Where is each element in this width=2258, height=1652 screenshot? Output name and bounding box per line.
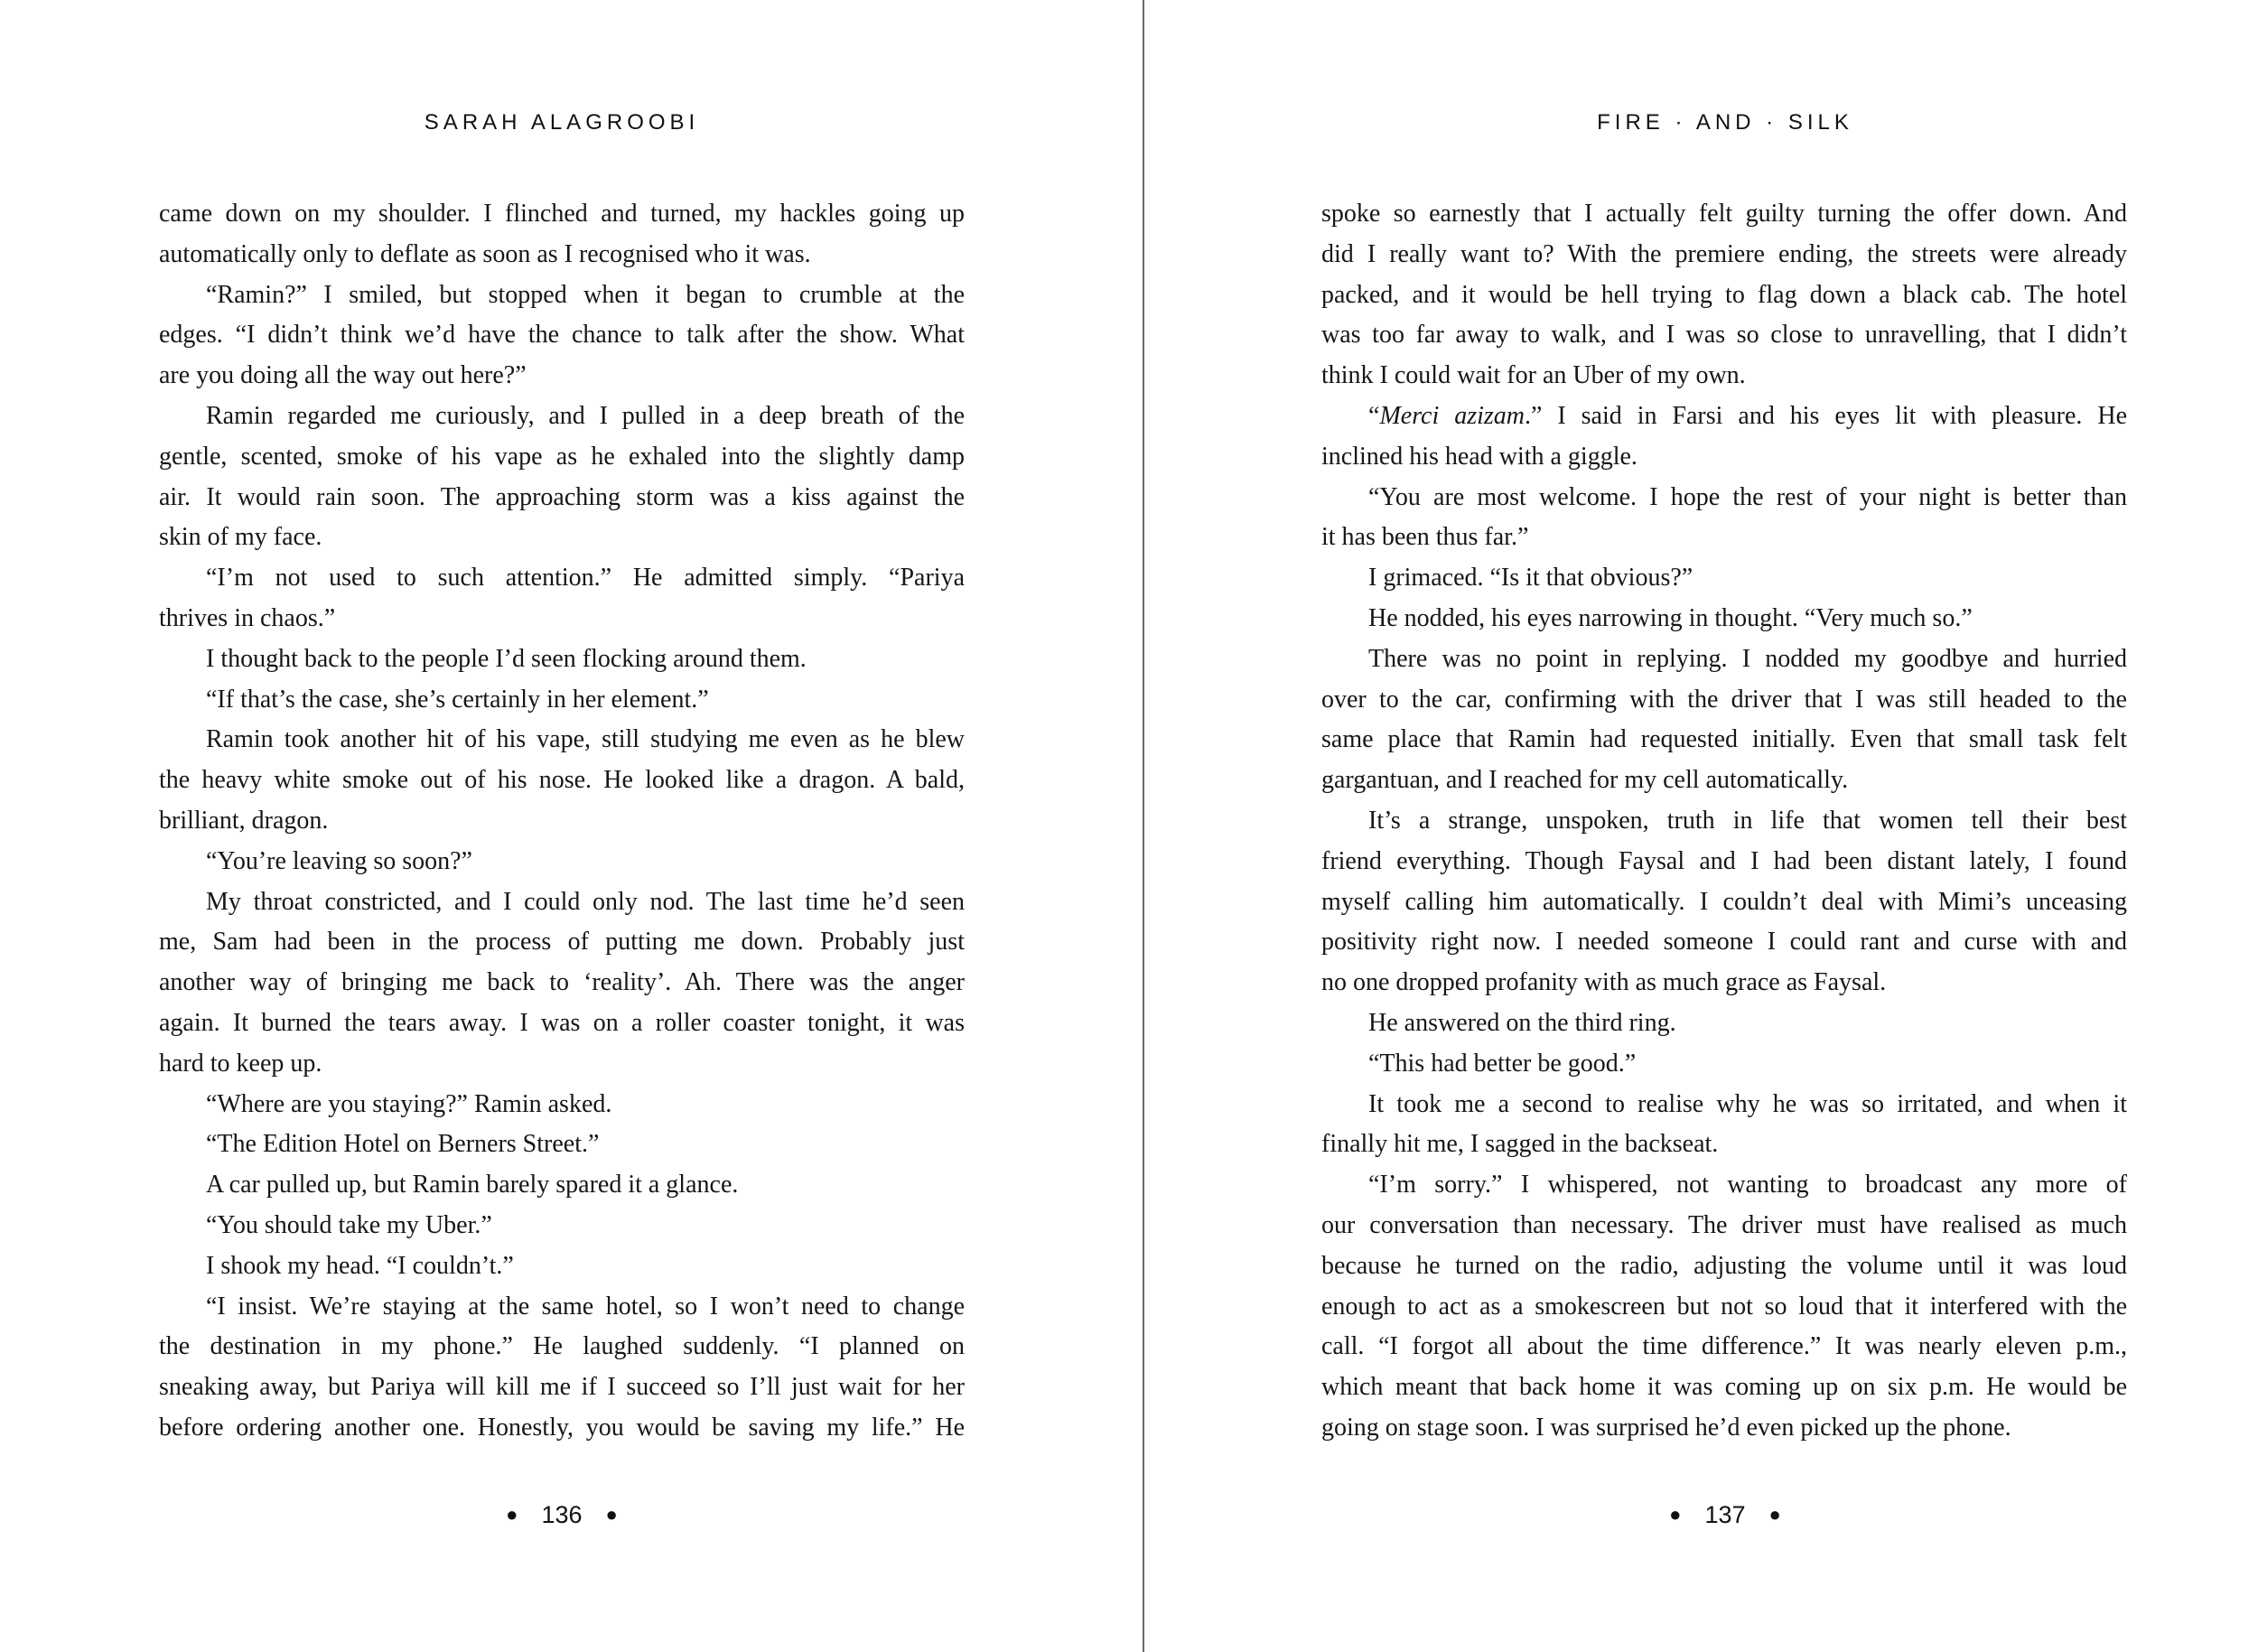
text-line: friend everything. Though Faysal and I had been distant lately, I found (1321, 846, 2127, 875)
paragraph (159, 1287, 965, 1449)
text-line: sneaking away, but Pariya will kill me if I succeed so I’ll just wait for her (159, 1373, 965, 1402)
text-line: myself calling him automatically. I couldn’t deal with Mimi’s unceasing (1321, 887, 2127, 916)
paragraph (1321, 1165, 2127, 1449)
text-line: Ramin regarded me curiously, and I pulled in a deep breath of the (206, 401, 965, 430)
paragraph (159, 1206, 965, 1246)
text-line: finally hit me, I sagged in the backseat. (1321, 1130, 1719, 1159)
italic-phrase: Merci azizam (1379, 401, 1525, 430)
text-line: It took me a second to realise why he was so irritated, and when it (1368, 1089, 2127, 1118)
text-line: inclined his head with a giggle. (1321, 442, 1638, 471)
paragraph (159, 194, 965, 275)
text-line: no one dropped profanity with as much grace as Faysal. (1321, 968, 1887, 997)
text-line: air. It would rain soon. The approaching storm was a kiss against the (159, 482, 965, 511)
paragraph (1321, 639, 2127, 801)
text-line: same place that Ramin had requested initially. Even that small task felt (1321, 725, 2127, 754)
text-line: our conversation than necessary. The driver must have realised as much (1321, 1210, 2127, 1239)
running-head-title: FIRE · AND · SILK (1597, 110, 1853, 135)
paragraph (1321, 397, 2127, 478)
left-page-number (155, 1501, 968, 1529)
paragraph (159, 639, 965, 680)
text-line: before ordering another one. Honestly, you would be saving my life.” He (159, 1413, 965, 1442)
text-line: “Where are you staying?” Ramin asked. (206, 1089, 612, 1118)
bullet-ornament-icon: ● (1768, 1503, 1781, 1526)
text-line: edges. “I didn’t think we’d have the chance to talk after the show. What (159, 321, 965, 350)
page-number-text: 136 (541, 1501, 583, 1528)
text-line: packed, and it would be hell trying to flag down a black cab. The hotel (1321, 280, 2127, 309)
text-line: “You should take my Uber.” (206, 1210, 492, 1239)
text-line: spoke so earnestly that I actually felt guilty turning the offer down. And (1321, 200, 2127, 228)
paragraph (1321, 1044, 2127, 1085)
bullet-ornament-icon: ● (506, 1503, 518, 1526)
text-line: “You are most welcome. I hope the rest of your night is better than (1368, 482, 2127, 511)
paragraph (159, 1125, 965, 1165)
text-line: “If that’s the case, she’s certainly in her element.” (206, 685, 709, 714)
text-line: came down on my shoulder. I flinched and turned, my hackles going up (159, 200, 965, 228)
text-line: another way of bringing me back to ‘reality’. Ah. There was the anger (159, 968, 965, 997)
paragraph (159, 1246, 965, 1287)
text-line: I thought back to the people I’d seen flocking around them. (206, 644, 807, 673)
text-line: “You’re leaving so soon?” (206, 846, 472, 875)
text-line: the destination in my phone.” He laughed suddenly. “I planned on (159, 1332, 965, 1361)
text-line: it has been thus far.” (1321, 523, 1529, 552)
text-segment: .” I said in Farsi and his eyes lit with pleasure. He (1525, 401, 2127, 430)
text-line: going on stage soon. I was surprised he’d even picked up the phone. (1321, 1413, 2011, 1442)
paragraph (1321, 599, 2127, 639)
paragraph (1321, 1085, 2127, 1166)
text-segment: “ (1368, 401, 1380, 430)
text-line: My throat constricted, and I could only nod. The last time he’d seen (206, 887, 965, 916)
paragraph (1321, 558, 2127, 599)
paragraph (159, 1085, 965, 1125)
text-line (1321, 397, 2127, 437)
paragraph (159, 558, 965, 639)
text-line: was too far away to walk, and I was so close to unravelling, that I didn’t (1321, 321, 2127, 350)
text-line: did I really want to? With the premiere ending, the streets were already (1321, 239, 2127, 268)
text-line: gargantuan, and I reached for my cell automatically. (1321, 766, 1849, 795)
text-line: “This had better be good.” (1368, 1049, 1637, 1078)
text-line: positivity right now. I needed someone I could rant and curse with and (1321, 928, 2127, 957)
right-page-body-text (1321, 194, 2127, 1449)
paragraph (159, 275, 965, 397)
text-line: I shook my head. “I couldn’t.” (206, 1251, 514, 1280)
paragraph (159, 842, 965, 882)
text-line: the heavy white smoke out of his nose. He looked like a dragon. A bald, (159, 766, 965, 795)
running-head-author: SARAH ALAGROOBI (424, 110, 700, 135)
paragraph (159, 1165, 965, 1206)
text-line: which meant that back home it was coming up on six p.m. He would be (1321, 1373, 2127, 1402)
paragraph (159, 397, 965, 558)
paragraph (159, 720, 965, 841)
text-line: I grimaced. “Is it that obvious?” (1368, 564, 1694, 593)
text-line: He answered on the third ring. (1368, 1008, 1676, 1037)
paragraph (1321, 478, 2127, 559)
text-line: gentle, scented, smoke of his vape as he exhaled into the slightly damp (159, 442, 965, 471)
bullet-ornament-icon: ● (1669, 1503, 1682, 1526)
text-line: It’s a strange, unspoken, truth in life that women tell their best (1368, 806, 2127, 835)
text-line: skin of my face. (159, 523, 322, 552)
paragraph (159, 882, 965, 1085)
text-line: He nodded, his eyes narrowing in thought. “Very much so.” (1368, 603, 1973, 632)
paragraph (1321, 194, 2127, 397)
right-page-number (1319, 1501, 2132, 1529)
text-line: are you doing all the way out here?” (159, 361, 527, 390)
text-line: enough to act as a smokescreen but not so loud that it interfered with the (1321, 1292, 2127, 1321)
text-line: A car pulled up, but Ramin barely spared it a glance. (206, 1171, 739, 1199)
text-line: “I insist. We’re staying at the same hotel, so I won’t need to change (206, 1292, 965, 1321)
text-line: There was no point in replying. I nodded my goodbye and hurried (1368, 644, 2127, 673)
text-line: hard to keep up. (159, 1049, 322, 1078)
text-line: “I’m sorry.” I whispered, not wanting to broadcast any more of (1368, 1171, 2127, 1199)
text-line: again. It burned the tears away. I was on a roller coaster tonight, it was (159, 1008, 965, 1037)
page-number-text: 137 (1704, 1501, 1746, 1528)
text-line: “The Edition Hotel on Berners Street.” (206, 1130, 600, 1159)
text-line: think I could wait for an Uber of my own. (1321, 361, 1746, 390)
text-line: brilliant, dragon. (159, 806, 329, 835)
paragraph (159, 680, 965, 721)
text-line: Ramin took another hit of his vape, still studying me even as he blew (206, 725, 965, 754)
paragraph (1321, 801, 2127, 1003)
text-line: because he turned on the radio, adjusting the volume until it was loud (1321, 1251, 2127, 1280)
bullet-ornament-icon: ● (605, 1503, 618, 1526)
text-line: over to the car, confirming with the driver that I was still headed to the (1321, 685, 2127, 714)
text-line: thrives in chaos.” (159, 603, 336, 632)
left-page-body-text (159, 194, 965, 1449)
text-line: me, Sam had been in the process of putting me down. Probably just (159, 928, 965, 957)
text-line: “I’m not used to such attention.” He admitted simply. “Pariya (206, 564, 965, 593)
paragraph (1321, 1003, 2127, 1044)
text-line: automatically only to deflate as soon as I recognised who it was. (159, 239, 811, 268)
text-line: “Ramin?” I smiled, but stopped when it began to crumble at the (206, 280, 965, 309)
text-line: call. “I forgot all about the time difference.” It was nearly eleven p.m., (1321, 1332, 2127, 1361)
book-gutter-divider (1143, 0, 1144, 1652)
